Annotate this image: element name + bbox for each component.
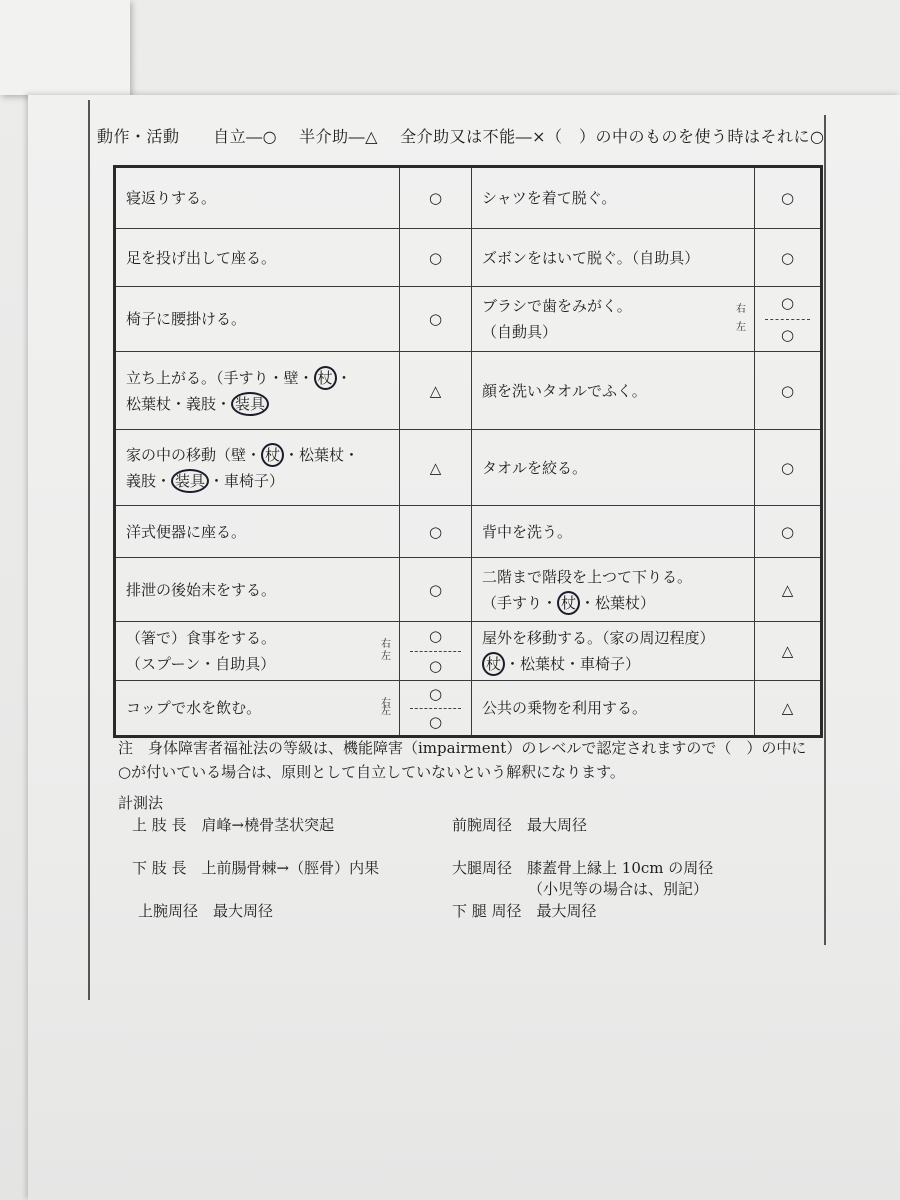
mark-cell: ○ xyxy=(400,229,472,287)
activity-cell: 洋式便器に座る。 xyxy=(115,506,400,558)
mark-cell: △ xyxy=(400,352,472,430)
activity-cell: 公共の乗物を利用する。 xyxy=(472,681,755,737)
activity-cell xyxy=(115,352,400,430)
table-row xyxy=(115,430,822,506)
mark-cell: △ xyxy=(755,558,822,622)
table-row xyxy=(115,167,822,229)
activity-text: 家の中の移動（壁・ xyxy=(126,445,262,464)
table-row xyxy=(115,558,822,622)
mark-left: ○ xyxy=(428,712,443,731)
activity-text: コップで水を飲む。 xyxy=(126,699,262,717)
mark-cell-split xyxy=(400,622,472,681)
activity-text: 松葉杖・義肢・ xyxy=(126,394,232,413)
circled-item: 杖 xyxy=(314,366,337,390)
table-row xyxy=(115,622,822,681)
table-row xyxy=(115,352,822,430)
mark-cell: ○ xyxy=(400,287,472,352)
right-side-label: 右 xyxy=(736,304,746,315)
mark-left: ○ xyxy=(428,656,443,675)
activity-text: ・ xyxy=(336,368,352,387)
left-side-label: 左 xyxy=(736,322,746,333)
circled-item: 装具 xyxy=(231,392,269,416)
activity-line: 二階まで階段を上つて下りる。 xyxy=(482,567,693,586)
mark-cell: ○ xyxy=(755,506,822,558)
mark-cell: ○ xyxy=(400,167,472,229)
note-line: 注 身体障害者福祉法の等級は、機能障害（impairment）のレベルで認定されますので（ ）の中に xyxy=(118,739,807,757)
mark-cell: △ xyxy=(755,681,822,737)
measurement-title: 計測法 xyxy=(118,794,164,812)
activity-cell xyxy=(472,558,755,622)
left-side-label: 左 xyxy=(381,651,391,662)
mark-cell-split xyxy=(400,681,472,737)
activity-line: ブラシで歯をみがく。 xyxy=(482,297,632,315)
mark-right: ○ xyxy=(410,681,461,709)
upper-arm-circumference: 上腕周径 最大周径 xyxy=(138,902,274,920)
legend-independent: 自立―○ xyxy=(213,127,278,146)
left-side-label: 左 xyxy=(381,706,391,717)
activity-cell: シャツを着て脱ぐ。 xyxy=(472,167,755,229)
header-title: 動作・活動 xyxy=(97,127,180,146)
upper-limb-length: 上 肢 長 肩峰→橈骨茎状突起 xyxy=(132,816,335,834)
circled-item: 装具 xyxy=(171,469,209,493)
activity-cell: 顔を洗いタオルでふく。 xyxy=(472,352,755,430)
frame-line-left xyxy=(88,100,90,1000)
mark-cell: △ xyxy=(400,430,472,506)
mark-cell: ○ xyxy=(400,558,472,622)
thigh-circumference-note: （小児等の場合は、別記） xyxy=(528,880,709,898)
activity-line: 屋外を移動する。（家の周辺程度） xyxy=(482,629,715,647)
mark-cell: ○ xyxy=(400,506,472,558)
activity-table xyxy=(113,165,823,738)
activity-text: 義肢・ xyxy=(126,471,172,490)
activity-legend-header xyxy=(97,124,837,147)
circled-item: 杖 xyxy=(261,443,284,467)
mark-cell: ○ xyxy=(755,229,822,287)
activity-cell: 足を投げ出して座る。 xyxy=(115,229,400,287)
activity-cell xyxy=(115,430,400,506)
forearm-circumference: 前腕周径 最大周径 xyxy=(452,816,588,834)
activity-cell: 椅子に腰掛ける。 xyxy=(115,287,400,352)
activity-cell: 排泄の後始末をする。 xyxy=(115,558,400,622)
background-paper xyxy=(0,0,130,95)
circled-item: 杖 xyxy=(482,652,505,676)
table-row xyxy=(115,229,822,287)
activity-text: ・松葉杖・車椅子） xyxy=(505,655,641,673)
activity-cell xyxy=(472,622,755,681)
activity-text: ・車椅子） xyxy=(209,471,285,490)
legend-full: 全介助又は不能―×（ ）の中のものを使う時はそれに○ xyxy=(400,127,825,146)
mark-right: ○ xyxy=(410,622,461,652)
mark-left: ○ xyxy=(780,326,795,345)
activity-text: （手すり・ xyxy=(482,593,558,612)
right-side-label: 右 xyxy=(381,639,391,650)
activity-cell: 寝返りする。 xyxy=(115,167,400,229)
circled-item: 杖 xyxy=(557,591,580,615)
activity-cell: 背中を洗う。 xyxy=(472,506,755,558)
mark-cell: ○ xyxy=(755,167,822,229)
activity-cell: ズボンをはいて脱ぐ。（自助具） xyxy=(472,229,755,287)
activity-cell xyxy=(115,681,400,737)
activity-cell: タオルを絞る。 xyxy=(472,430,755,506)
lower-leg-circumference: 下 腿 周径 最大周径 xyxy=(452,902,597,920)
thigh-circumference: 大腿周径 膝蓋骨上縁上 10cm の周径 xyxy=(452,859,714,877)
table-row xyxy=(115,506,822,558)
activity-text: ・松葉杖・ xyxy=(284,445,360,464)
activity-line: （箸で）食事をする。 xyxy=(126,629,277,647)
note-paragraph xyxy=(118,736,838,784)
mark-cell: △ xyxy=(755,622,822,681)
frame-line-right xyxy=(824,115,826,945)
table-row xyxy=(115,681,822,737)
activity-text: 立ち上がる。（手すり・壁・ xyxy=(126,368,314,387)
table-row xyxy=(115,287,822,352)
mark-cell: ○ xyxy=(755,430,822,506)
legend-partial: 半介助―△ xyxy=(299,127,378,146)
right-side-label: 右 xyxy=(381,698,391,709)
activity-cell xyxy=(115,622,400,681)
lower-limb-length: 下 肢 長 上前腸骨棘→（脛骨）内果 xyxy=(132,859,380,877)
note-line: ○が付いている場合は、原則として自立していないという解釈になります。 xyxy=(118,763,625,781)
activity-line: （スプーン・自助具） xyxy=(126,655,276,673)
activity-cell xyxy=(472,287,755,352)
activity-line: （自動具） xyxy=(482,323,558,341)
activity-text: ・松葉杖） xyxy=(580,593,656,612)
mark-cell: ○ xyxy=(755,352,822,430)
mark-right: ○ xyxy=(765,287,810,320)
mark-cell-split xyxy=(755,287,822,352)
